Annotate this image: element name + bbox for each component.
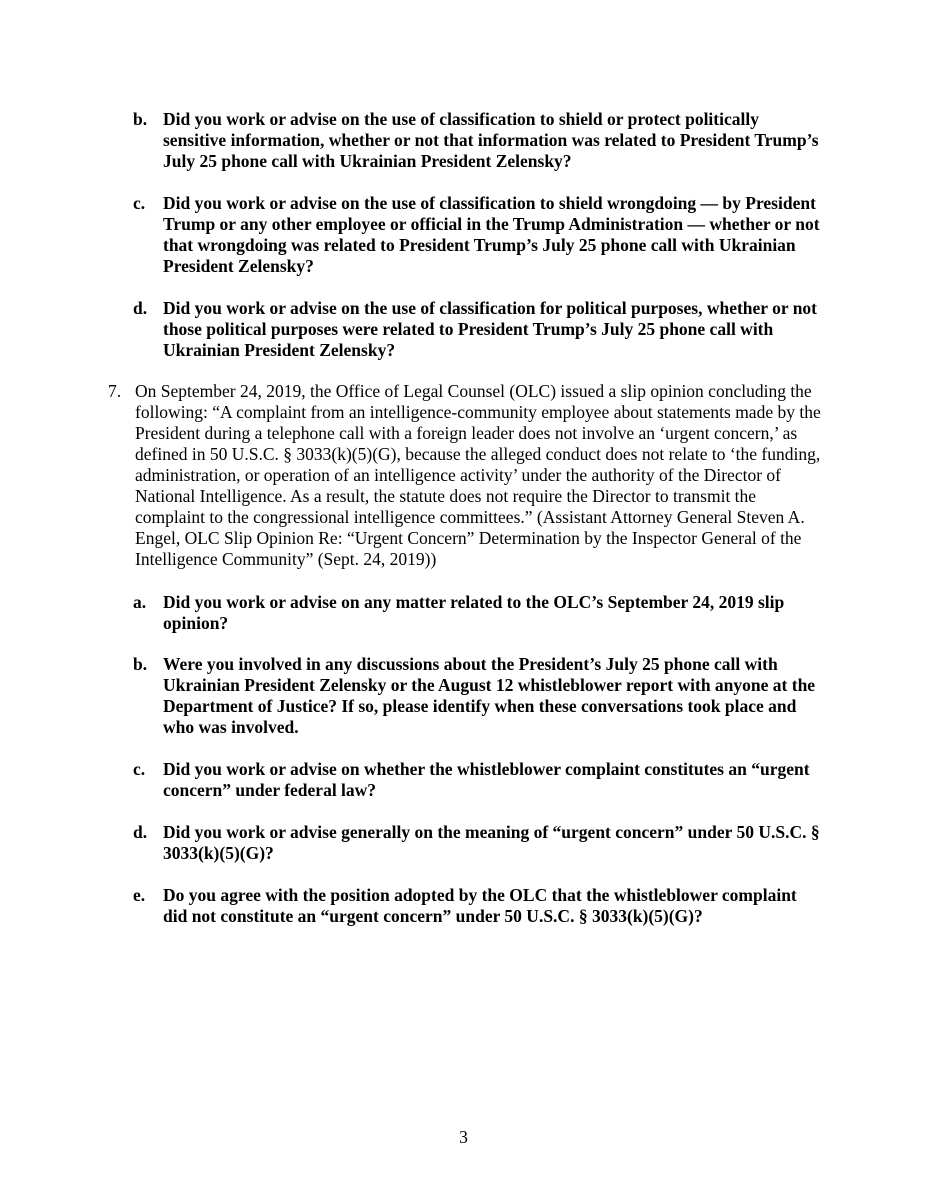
question-6c xyxy=(133,193,823,277)
paragraph-7-number: 7. xyxy=(108,381,122,401)
question-7e-letter: e. xyxy=(133,885,146,905)
question-7d xyxy=(133,822,823,864)
paragraph-7 xyxy=(108,381,828,570)
question-7c-letter: c. xyxy=(133,759,146,779)
question-6c-letter: c. xyxy=(133,193,146,213)
question-7a-letter: a. xyxy=(133,592,147,612)
question-7d-text: Did you work or advise generally on the meaning of “urgent concern” under 50 U.S.C. § 3033(k)(5)(G)? xyxy=(163,822,820,863)
question-6d-text: Did you work or advise on the use of classification for political purposes, whether or not those political purposes were related to President Trump’s July 25 phone call with Ukrainian President Zelensky? xyxy=(163,298,818,360)
paragraph-7-text: On September 24, 2019, the Office of Legal Counsel (OLC) issued a slip opinion concluding the following: “A complaint from an intelligence-community employee about statements made by the President during a telephone call with a foreign leader does not involve an ‘urgent concern,’ as defined in 50 U.S.C. § 3033(k)(5)(G), because the alleged conduct does not relate to ‘the funding, administration, or operation of an intelligence activity’ under the authority of the Director of National Intelligence. As a result, the statute does not require the Director to transmit the complaint to the congressional intelligence committees.” (Assistant Attorney General Steven A. Engel, OLC Slip Opinion Re: “Urgent Concern” Determination by the Inspector General of the Intelligence Community” (Sept. 24, 2019)) xyxy=(135,381,821,569)
question-7b xyxy=(133,654,823,738)
question-7c-text: Did you work or advise on whether the whistleblower complaint constitutes an “urgent concern” under federal law? xyxy=(163,759,810,800)
question-7e xyxy=(133,885,823,927)
question-6d-letter: d. xyxy=(133,298,148,318)
question-6c-text: Did you work or advise on the use of classification to shield wrongdoing — by President Trump or any other employee or official in the Trump Administration — whether or not that wrongdoing was related to President Trump’s July 25 phone call with Ukrainian President Zelensky? xyxy=(163,193,820,276)
question-6b-text: Did you work or advise on the use of classification to shield or protect politically sensitive information, whether or not that information was related to President Trump’s July 25 phone call with Ukrainian President Zelensky? xyxy=(163,109,819,171)
question-7a-text: Did you work or advise on any matter related to the OLC’s September 24, 2019 slip opinion? xyxy=(163,592,785,633)
question-7d-letter: d. xyxy=(133,822,148,842)
question-7c xyxy=(133,759,823,801)
page-number: 3 xyxy=(459,1127,468,1147)
question-6b-letter: b. xyxy=(133,109,148,129)
question-7b-text: Were you involved in any discussions about the President’s July 25 phone call with Ukrainian President Zelensky or the August 12 whistleblower report with anyone at the Department of Justice? If so, please identify when these conversations took place and who was involved. xyxy=(163,654,816,737)
question-7a xyxy=(133,592,823,634)
question-6d xyxy=(133,298,823,361)
question-7e-text: Do you agree with the position adopted by the OLC that the whistleblower complaint did not constitute an “urgent concern” under 50 U.S.C. § 3033(k)(5)(G)? xyxy=(163,885,797,926)
question-6b xyxy=(133,109,823,172)
question-7b-letter: b. xyxy=(133,654,148,674)
